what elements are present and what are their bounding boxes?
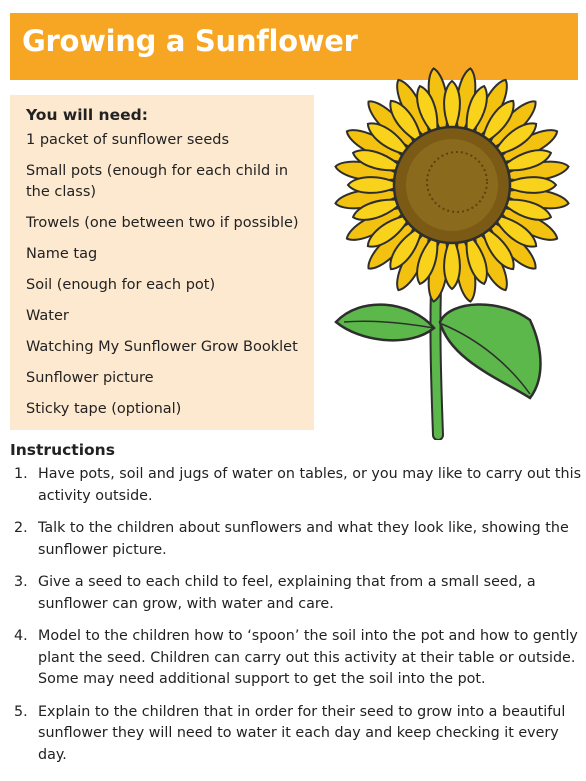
- list-item: 1 packet of sunflower seeds: [26, 132, 230, 148]
- list-item: Soil (enough for each pot): [26, 277, 216, 293]
- list-item: [10, 518, 582, 561]
- list-item: [10, 626, 582, 691]
- list-item: Sticky tape (optional): [26, 401, 182, 417]
- list-item: [10, 464, 582, 507]
- list-item: Trowels (one between two if possible): [26, 215, 299, 231]
- step-number: 4.: [14, 628, 28, 644]
- list-item: [10, 702, 582, 767]
- list-item: Name tag: [26, 246, 98, 262]
- list-item: Watching My Sunflower Grow Booklet: [26, 339, 298, 355]
- sunflower-illustration: [330, 60, 580, 440]
- step-number: 3.: [14, 574, 28, 590]
- step-number: 2.: [14, 520, 28, 536]
- step-text: Explain to the children that in order for their seed to grow into a beautiful sunflower they will need to water it each day and keep checking it every day.: [38, 703, 566, 763]
- step-text: Have pots, soil and jugs of water on tables, or you may like to carry out this activity outside.: [38, 466, 582, 504]
- page-title: Growing a Sunflower: [22, 24, 358, 58]
- you-will-need-heading: You will need:: [26, 106, 148, 124]
- instructions-list: [10, 464, 582, 777]
- instructions-heading: Instructions: [10, 441, 115, 459]
- step-text: Give a seed to each child to feel, explaining that from a small seed, a sunflower can grow, with water and care.: [38, 574, 536, 612]
- step-number: 1.: [14, 466, 28, 482]
- right-leaf: [440, 304, 541, 398]
- materials-list: [26, 130, 308, 430]
- step-number: 5.: [14, 703, 28, 720]
- list-item: Water: [26, 308, 69, 324]
- you-will-need-box: [10, 95, 314, 430]
- list-item: Sunflower picture: [26, 370, 154, 386]
- list-item: [10, 572, 582, 615]
- step-text: Model to the children how to ‘spoon’ the soil into the pot and how to gently plant the seed. Children can carry out this activity at their table or outside. Some may need additional support to get the soil into the pot.: [38, 628, 578, 687]
- list-item: Small pots (enough for each child in the class): [26, 163, 289, 200]
- step-text: Talk to the children about sunflowers and what they look like, showing the sunflower picture.: [38, 520, 569, 558]
